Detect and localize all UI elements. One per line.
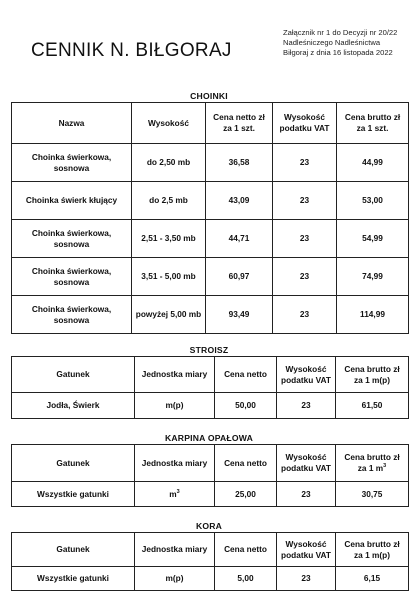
column-header: Cena netto bbox=[215, 533, 277, 567]
column-header: Cena netto bbox=[215, 357, 277, 393]
table-cell: Choinka świerkowa, sosnowa bbox=[12, 144, 132, 182]
table-cell: 36,58 bbox=[206, 144, 273, 182]
section-title-kora: KORA bbox=[195, 521, 223, 531]
table-cell bbox=[135, 482, 215, 507]
column-header: Nazwa bbox=[12, 103, 132, 144]
column-header: Jednostka miary bbox=[135, 357, 215, 393]
column-header: Cena netto bbox=[215, 445, 277, 482]
column-header: Wysokość podatku VAT bbox=[277, 445, 336, 482]
table-cell: 23 bbox=[277, 393, 336, 419]
header-text: Cena brutto zł za 1 m bbox=[344, 452, 400, 473]
table-cell: Choinka świerkowa, sosnowa bbox=[12, 220, 132, 258]
table-header-row bbox=[12, 357, 409, 393]
table-cell: 93,49 bbox=[206, 296, 273, 334]
column-header: Cena brutto zł za 1 szt. bbox=[337, 103, 409, 144]
table-cell: 23 bbox=[273, 258, 337, 296]
column-header: Cena brutto zł za 1 m(p) bbox=[336, 533, 409, 567]
column-header: Wysokość bbox=[132, 103, 206, 144]
table-cell: Choinka świerk kłujący bbox=[12, 182, 132, 220]
page-title: CENNIK N. BIŁGORAJ bbox=[31, 40, 232, 61]
table-cell: 53,00 bbox=[337, 182, 409, 220]
section-title-karpina: KARPINA OPAŁOWA bbox=[165, 433, 253, 443]
column-header: Jednostka miary bbox=[135, 445, 215, 482]
annex-note bbox=[283, 28, 397, 58]
table-row bbox=[12, 220, 409, 258]
annex-note-line: Biłgoraj z dnia 16 listopada 2022 bbox=[283, 48, 393, 57]
table-row bbox=[12, 258, 409, 296]
superscript: 3 bbox=[383, 463, 387, 470]
table-header-row bbox=[12, 445, 409, 482]
table-cell: 30,75 bbox=[336, 482, 409, 507]
table-cell: 3,51 - 5,00 mb bbox=[132, 258, 206, 296]
stroisz-table bbox=[11, 356, 409, 419]
table-cell: 114,99 bbox=[337, 296, 409, 334]
section-title-choinki: CHOINKI bbox=[190, 91, 228, 101]
table-cell: 74,99 bbox=[337, 258, 409, 296]
table-cell: m(p) bbox=[135, 567, 215, 591]
table-cell: 54,99 bbox=[337, 220, 409, 258]
karpina-table bbox=[11, 444, 409, 507]
table-cell: 50,00 bbox=[215, 393, 277, 419]
table-header-row bbox=[12, 533, 409, 567]
annex-note-line: Załącznik nr 1 do Decyzji nr 20/22 bbox=[283, 28, 398, 37]
table-cell: 5,00 bbox=[215, 567, 277, 591]
table-cell: 43,09 bbox=[206, 182, 273, 220]
table-cell: 2,51 - 3,50 mb bbox=[132, 220, 206, 258]
table-cell: 23 bbox=[273, 144, 337, 182]
table-cell: Choinka świerkowa, sosnowa bbox=[12, 296, 132, 334]
superscript: 3 bbox=[176, 488, 180, 495]
column-header: Wysokość podatku VAT bbox=[273, 103, 337, 144]
column-header: Jednostka miary bbox=[135, 533, 215, 567]
table-cell: 60,97 bbox=[206, 258, 273, 296]
kora-table bbox=[11, 532, 409, 591]
section-title-stroisz: STROISZ bbox=[189, 345, 229, 355]
table-row bbox=[12, 393, 409, 419]
table-cell: Jodła, Świerk bbox=[12, 393, 135, 419]
table-cell: powyżej 5,00 mb bbox=[132, 296, 206, 334]
table-cell: m(p) bbox=[135, 393, 215, 419]
choinki-table bbox=[11, 102, 409, 334]
column-header: Wysokość podatku VAT bbox=[277, 533, 336, 567]
table-cell: Wszystkie gatunki bbox=[12, 482, 135, 507]
table-cell: 23 bbox=[277, 567, 336, 591]
column-header: Cena brutto zł za 1 m(p) bbox=[336, 357, 409, 393]
table-cell: 44,99 bbox=[337, 144, 409, 182]
column-header bbox=[336, 445, 409, 482]
table-cell: 23 bbox=[273, 296, 337, 334]
table-cell: Wszystkie gatunki bbox=[12, 567, 135, 591]
table-cell: Choinka świerkowa, sosnowa bbox=[12, 258, 132, 296]
table-cell: 23 bbox=[273, 182, 337, 220]
column-header: Gatunek bbox=[12, 533, 135, 567]
table-cell: 61,50 bbox=[336, 393, 409, 419]
column-header: Gatunek bbox=[12, 357, 135, 393]
table-cell: 23 bbox=[277, 482, 336, 507]
table-cell: do 2,5 mb bbox=[132, 182, 206, 220]
table-cell: 23 bbox=[273, 220, 337, 258]
table-row bbox=[12, 296, 409, 334]
table-cell: do 2,50 mb bbox=[132, 144, 206, 182]
table-cell: 44,71 bbox=[206, 220, 273, 258]
table-row bbox=[12, 567, 409, 591]
column-header: Gatunek bbox=[12, 445, 135, 482]
table-header-row bbox=[12, 103, 409, 144]
annex-note-line: Nadleśniczego Nadleśnictwa bbox=[283, 38, 381, 47]
table-cell: 25,00 bbox=[215, 482, 277, 507]
unit-text: m bbox=[169, 488, 177, 499]
table-row bbox=[12, 182, 409, 220]
column-header: Wysokość podatku VAT bbox=[277, 357, 336, 393]
table-row bbox=[12, 482, 409, 507]
table-row bbox=[12, 144, 409, 182]
column-header: Cena netto zł za 1 szt. bbox=[206, 103, 273, 144]
table-cell: 6,15 bbox=[336, 567, 409, 591]
